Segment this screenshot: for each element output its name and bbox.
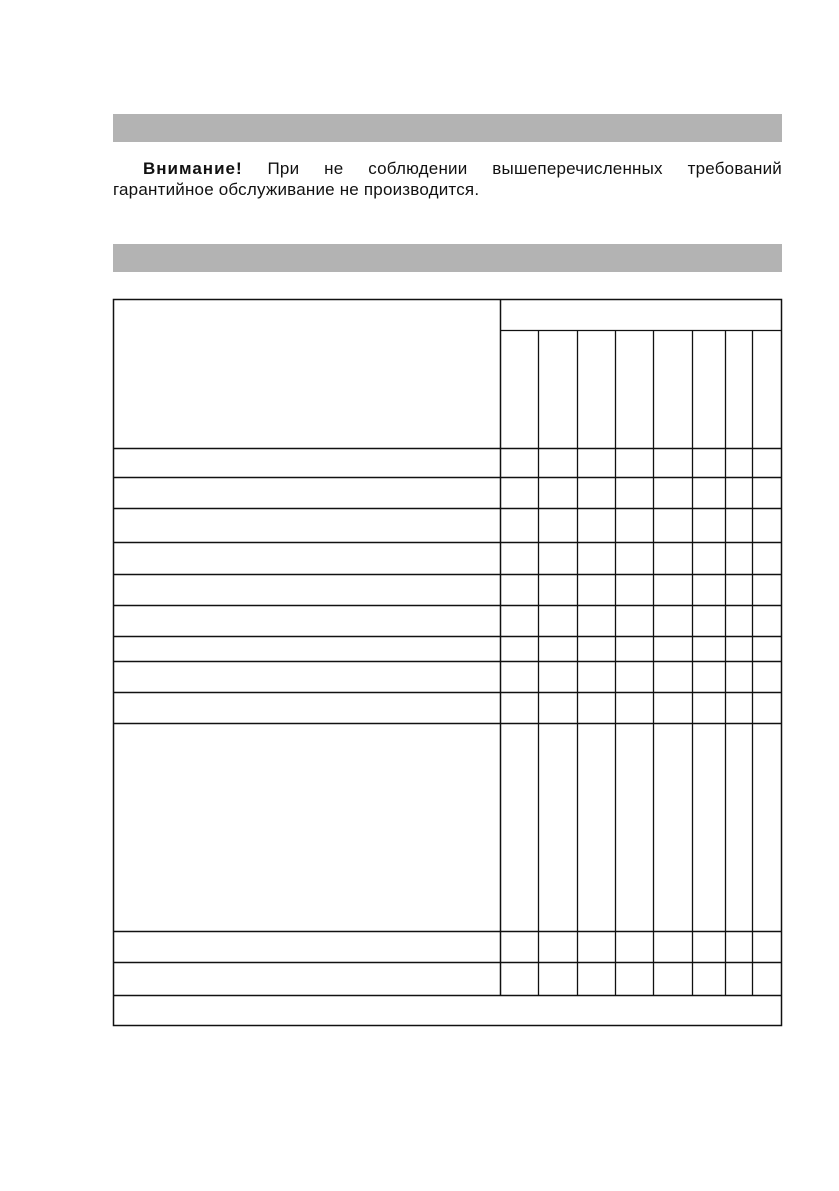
warning-label: Внимание! — [143, 159, 243, 178]
warning-text: При не соблюдении вышеперечисленных требований гарантийное обслуживание не производится. — [113, 159, 782, 199]
table-border — [114, 300, 782, 1026]
